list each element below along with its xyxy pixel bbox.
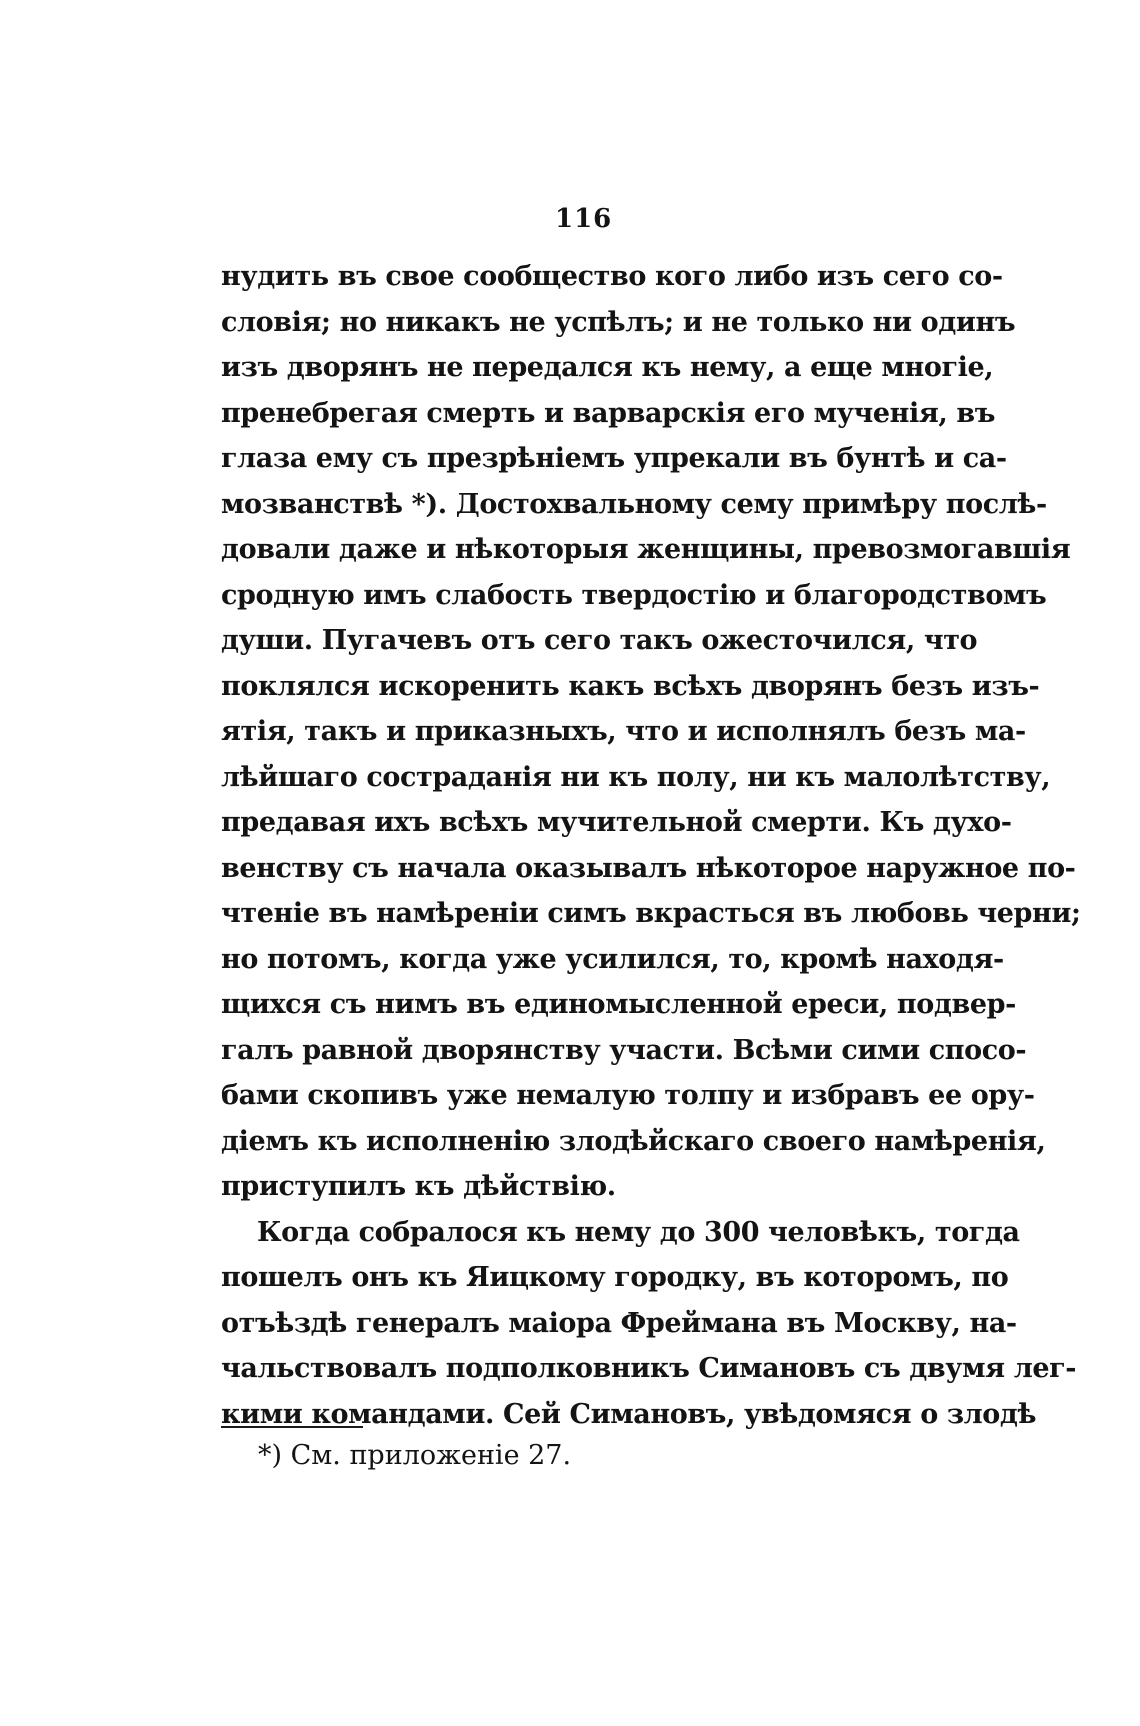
text-line: изъ дворянъ не передался къ нему, а еще многіе, — [221, 352, 994, 383]
text-line: мозванствѣ *). Достохвальному сему примѣру послѣ- — [221, 488, 1047, 520]
text-line: поклялся искоренить какъ всѣхъ дворянъ безъ изъ- — [221, 670, 1040, 702]
text-line: пренебрегая смерть и варварскія его мученія, въ — [221, 397, 996, 429]
paragraph-1 — [221, 254, 1081, 1210]
text-line: лѣйшаго состраданія ни къ полу, ни къ малолѣтству, — [221, 761, 1051, 793]
text-line: души. Пугачевъ отъ сего такъ ожесточился, что — [221, 625, 978, 656]
text-line: ятія, такъ и приказныхъ, что и исполнялъ безъ ма- — [221, 716, 1026, 747]
text-line: пошелъ онъ къ Яицкому городку, въ которомъ, по — [221, 1262, 1009, 1293]
text-line: чальствовалъ подполковникъ Симановъ съ двумя лег- — [221, 1353, 1077, 1384]
text-line: нудить въ свое сообщество кого либо изъ сего со- — [221, 261, 1003, 292]
text-line: словія; но никакъ не успѣлъ; и не только ни одинъ — [221, 306, 1016, 338]
text-line: приступилъ къ дѣйствію. — [221, 1171, 616, 1202]
text-line: но потомъ, когда уже усилился, то, кромѣ находя- — [221, 943, 1004, 975]
text-line: Когда собралося къ нему до 300 человѣкъ, тогда — [257, 1216, 1020, 1248]
text-line: довали даже и нѣкоторыя женщины, превозмогавшія — [221, 534, 1071, 565]
text-line: галъ равной дворянству участи. Всѣми сими спосо- — [221, 1034, 1027, 1066]
footnote-divider — [221, 1426, 363, 1428]
text-line: сродную имъ слабость твердостію и благородствомъ — [221, 579, 1047, 611]
text-line: венству съ начала оказывалъ нѣкоторое наружное по- — [221, 852, 1076, 884]
text-line: чтеніе въ намѣреніи симъ вкрасться въ любовь черни; — [221, 898, 1081, 929]
text-line: діемъ къ исполненію злодѣйскаго своего намѣренія, — [221, 1125, 1046, 1157]
text-line: бами скопивъ уже немалую толпу и избравъ ее ору- — [221, 1080, 1035, 1111]
text-line: отъѣздѣ генералъ маіора Фреймана въ Москву, на- — [221, 1307, 1017, 1339]
page-number: 116 — [555, 204, 613, 234]
footnote: *) См. приложеніе 27. — [258, 1440, 572, 1471]
text-line: щихся съ нимъ въ единомысленной ереси, подвер- — [221, 989, 1016, 1020]
paragraph-2 — [221, 1210, 1077, 1438]
main-text — [221, 254, 1081, 1437]
text-line: глаза ему съ презрѣніемъ упрекали въ бунтѣ и са- — [221, 443, 1007, 474]
text-line: предавая ихъ всѣхъ мучительной смерти. Къ духо- — [221, 807, 1012, 838]
text-line: кими командами. Сей Симановъ, увѣдомяся о злодѣ — [221, 1398, 1037, 1430]
